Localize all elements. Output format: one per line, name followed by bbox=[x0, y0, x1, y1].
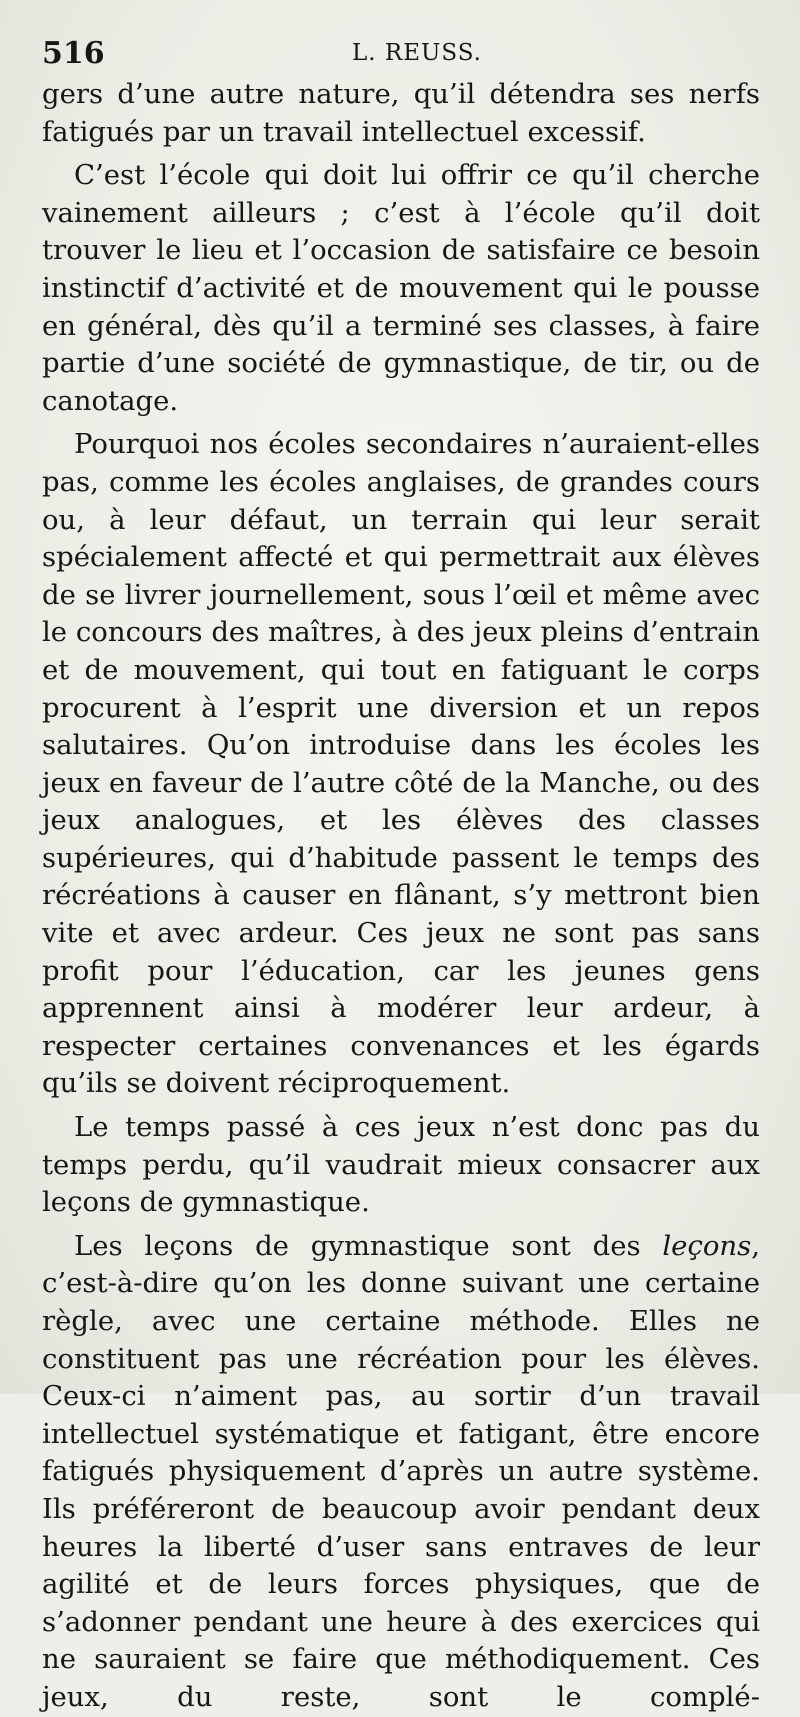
paragraph-5 bbox=[42, 1228, 760, 1717]
page-header bbox=[42, 36, 762, 76]
paragraph-2 bbox=[42, 157, 760, 420]
paragraph-4 bbox=[42, 1109, 760, 1222]
paragraph-4-text: Le temps passé à ces jeux n’est donc pas du temps perdu, qu’il vaudrait mieux consacrer aux leçons de gymnastique. bbox=[42, 1111, 760, 1219]
paragraph-3 bbox=[42, 426, 760, 1103]
paragraph-5-text-start: Les leçons de gymnastique sont des bbox=[74, 1229, 663, 1262]
paragraph-5-emphasis: leçons bbox=[662, 1229, 752, 1262]
paragraph-2-text: C’est l’école qui doit lui offrir ce qu’il cherche vainement ailleurs ; c’est à l’école qu’il doit trouver le lieu et l’occasion de satisfaire ce besoin instinctif d’activité et de mouvement qui le pousse en général, dès qu’il a terminé ses classes, à faire partie d’une société de gymnastique, de tir, ou de canotage. bbox=[42, 159, 760, 417]
body-text bbox=[42, 76, 760, 1717]
paragraph-1-text: gers d’une autre nature, qu’il détendra ses nerfs fatigués par un travail intellectuel excessif. bbox=[42, 78, 760, 148]
page-number: 516 bbox=[42, 36, 105, 71]
paragraph-3-text: Pourquoi nos écoles secondaires n’auraient-elles pas, comme les écoles anglaises, de grandes cours ou, à leur défaut, un terrain qui leur serait spécialement affecté et qui permettrait aux élèves de se livrer journellement, sous l’œil et même avec le concours des maîtres, à des jeux pleins d’entrain et de mouvement, qui tout en fatiguant le corps procurent à l’esprit une diversion et un repos salutaires. Qu’on introduise dans les écoles les jeux en faveur de l’autre côté de la Manche, ou des jeux analogues, et les élèves des classes supérieures, qui d’habitude passent le temps des récréations à causer en flânant, s’y mettront bien vite et avec ardeur. Ces jeux ne sont pas sans profit pour l’éducation, car les jeunes gens apprennent ainsi à modérer leur ardeur, à respecter certaines convenances et les égards qu’ils se doivent réciproquement. bbox=[42, 428, 760, 1100]
paragraph-1 bbox=[42, 76, 760, 151]
running-title: L. REUSS. bbox=[352, 40, 482, 66]
paragraph-5-text: , c’est-à-dire qu’on les donne suivant une certaine règle, avec une certaine méthode. Elles ne constituent pas une récréation pour les élèves. Ceux-ci n’aiment pas, au sortir d’un travail intellectuel systématique et fatigant, être encore fatigués physiquement d’après un autre système. Ils préféreront de beaucoup avoir pendant deux heures la liberté d’user sans entraves de leur agilité et de leurs forces physiques, que de s’adonner pendant une heure à des exercices qui ne sauraient se faire que méthodiquement. Ces jeux, du reste, sont le complé- bbox=[42, 1229, 760, 1713]
